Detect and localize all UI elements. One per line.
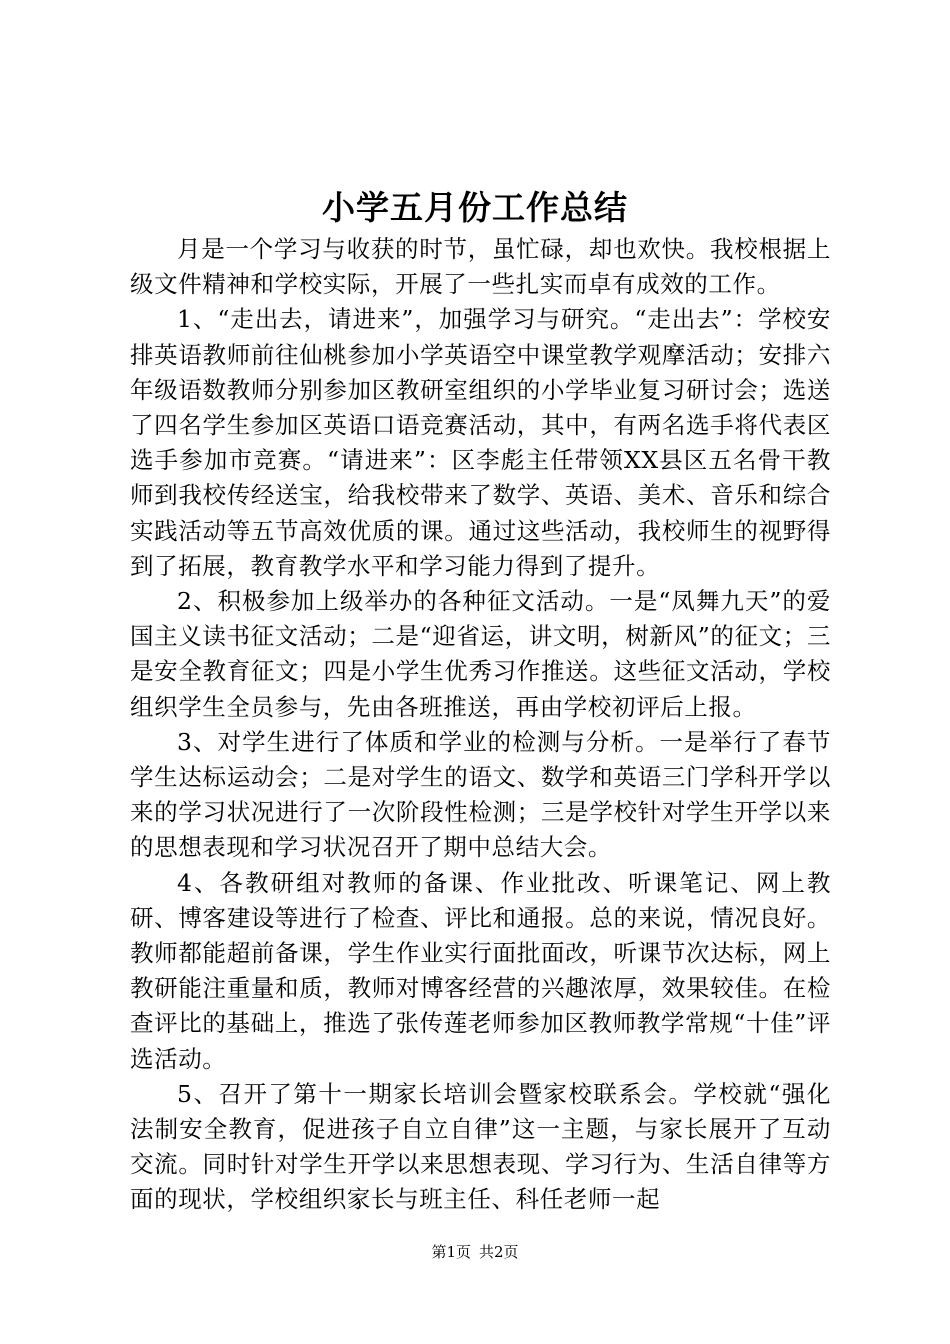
paragraph-item-3: 3、对学生进行了体质和学业的检测与分析。一是举行了春节学生达标运动会；二是对学生的语文、数学和英语三门学科开学以来的学习状况进行了一次阶段性检测；三是学校针对学生开学以来的思想表现和学习状况召开了期中总结大会。 bbox=[130, 727, 831, 862]
page-footer bbox=[0, 1242, 950, 1262]
document-body bbox=[130, 232, 831, 1218]
paragraph-item-2: 2、积极参加上级举办的各种征文活动。一是“凤舞九天”的爱国主义读书征文活动；二是“迎省运，讲文明，树新风”的征文；三是安全教育征文；四是小学生优秀习作推送。这些征文活动，学校组织学生全员参与，先由各班推送，再由学校初评后上报。 bbox=[130, 587, 831, 721]
page-number-current: 第1页 bbox=[431, 1243, 471, 1261]
paragraph-item-4: 4、各教研组对教师的备课、作业批改、听课笔记、网上教研、博客建设等进行了检查、评比和通报。总的来说，情况良好。教师都能超前备课，学生作业实行面批面改，听课节次达标，网上教研能注重量和质，教师对博客经营的兴趣浓厚，效果较佳。在检查评比的基础上，推选了张传莲老师参加区教师教学常规“十佳”评选活动。 bbox=[130, 868, 831, 1073]
page-number-total: 共2页 bbox=[479, 1243, 519, 1261]
paragraph-item-5: 5、召开了第十一期家长培训会暨家校联系会。学校就“强化法制安全教育，促进孩子自立自律”这一主题，与家长展开了互动交流。同时针对学生开学以来思想表现、学习行为、生活自律等方面的现状，学校组织家长与班主任、科任老师一起 bbox=[130, 1079, 831, 1214]
paragraph-item-1: 1、“走出去，请进来”，加强学习与研究。“走出去”：学校安排英语教师前往仙桃参加小学英语空中课堂教学观摩活动；安排六年级语数教师分别参加区教研室组织的小学毕业复习研讨会；选送了四名学生参加区英语口语竞赛活动，其中，有两名选手将代表区选手参加市竞赛。“请进来”：区李彪主任带领XX县区五名骨干教师到我校传经送宝，给我校带来了数学、英语、美术、音乐和综合实践活动等五节高效优质的课。通过这些活动，我校师生的视野得到了拓展，教育教学水平和学习能力得到了提升。 bbox=[130, 305, 831, 580]
paragraph-intro: 月是一个学习与收获的时节，虽忙碌，却也欢快。我校根据上级文件精神和学校实际，开展了一些扎实而卓有成效的工作。 bbox=[130, 235, 831, 299]
document-title: 小学五月份工作总结 bbox=[322, 188, 628, 227]
